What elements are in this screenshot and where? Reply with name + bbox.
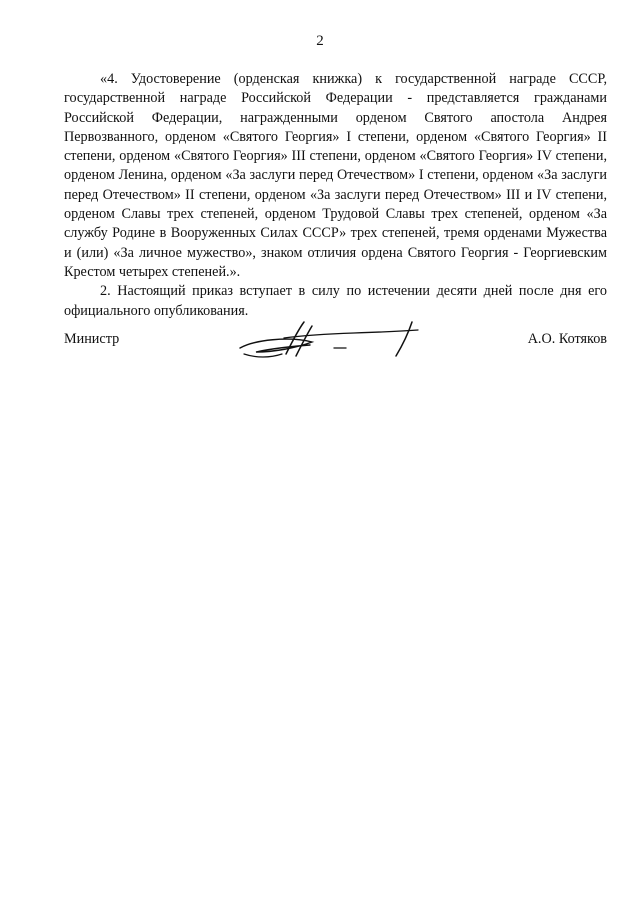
page-number: 2 — [316, 33, 324, 49]
signatory-name: А.О. Котяков — [527, 331, 607, 347]
signature-block — [64, 318, 607, 368]
paragraph-item-4: «4. Удостоверение (орденская книжка) к государственной награде СССР, государственной награде Российской Федерации - представляется гражданами Российской Федерации, награжденными орденом Святого апостола Андрея Первозванного, орденом «Святого Георгия» I степени, орденом «Святого Георгия» II степени, орденом «Святого Георгия» III степени, орденом «Святого Георгия» IV степени, орденом Ленина, орденом «За заслуги перед Отечеством» I степени, орденом «За заслуги перед Отечеством» II степени, орденом «За заслуги перед Отечеством» III и IV степени, орденом Славы трех степеней, орденом Трудовой Славы трех степеней, орденом «За службу Родине в Вооруженных Силах СССР» трех степеней, тремя орденами Мужества и (или) «За личное мужество», знаком отличия ордена Святого Георгия - Георгиевским Крестом четырех степеней.». — [64, 71, 607, 280]
handwritten-signature — [234, 318, 424, 364]
signatory-title: Министр — [64, 331, 120, 347]
document-body — [64, 70, 607, 321]
paragraph-order-effective: 2. Настоящий приказ вступает в силу по истечении десяти дней после дня его официального опубликования. — [64, 283, 607, 319]
